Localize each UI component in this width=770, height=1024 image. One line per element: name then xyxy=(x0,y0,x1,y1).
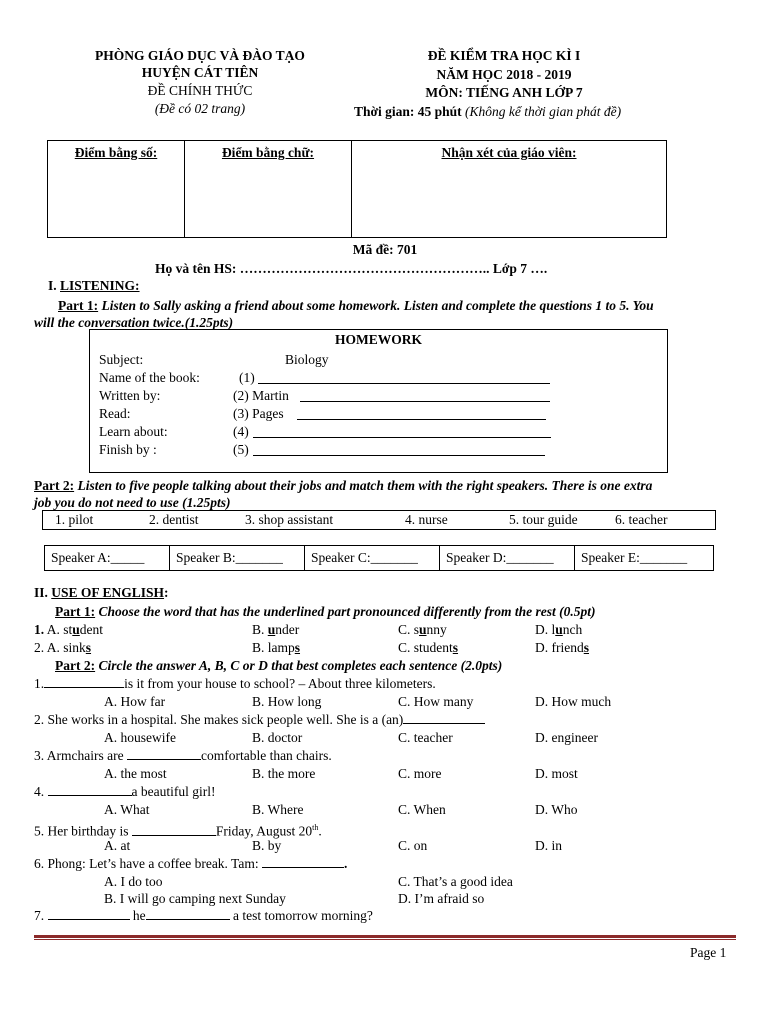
answer-blank[interactable] xyxy=(146,907,230,920)
speaker-d-cell[interactable]: Speaker D:_______ xyxy=(440,546,575,571)
exam-time xyxy=(354,104,621,120)
job-item: 5. tour guide xyxy=(509,512,578,527)
listening-part2-instruction xyxy=(34,477,652,494)
mcq-6-stem: 6. Phong: Let’s have a coffee break. Tam: . xyxy=(34,856,348,871)
pron-q1-c: C. sunny xyxy=(398,622,447,637)
opt-a-underline: u xyxy=(72,622,80,637)
footer-rule xyxy=(34,935,736,938)
mcq-7-stem: 7. he a test tomorrow morning? xyxy=(34,908,373,923)
answer-blank[interactable] xyxy=(48,907,130,920)
row-label: Subject: xyxy=(99,352,144,367)
mcq-option[interactable]: D. Who xyxy=(535,802,578,817)
homework-box xyxy=(89,329,668,473)
mcq-3-stem: 3. Armchairs are comfortable than chairs. xyxy=(34,748,332,763)
official-label: ĐỀ CHÍNH THỨC xyxy=(147,83,253,98)
mcq-option[interactable]: D. most xyxy=(535,766,578,781)
english-part2-instruction xyxy=(55,657,502,674)
time-label: Thời gian xyxy=(354,104,410,119)
mcq-option[interactable]: C. When xyxy=(398,802,446,817)
pron-q2-b: B. lamps xyxy=(252,640,301,655)
homework-row xyxy=(99,351,659,368)
q-num: 1. xyxy=(34,622,45,637)
mcq-1-stem: 1. is it from your house to school? – About three kilometers. xyxy=(34,676,436,691)
part-label: Part 2: xyxy=(34,478,75,493)
speakers-table xyxy=(44,545,714,571)
mcq-option[interactable]: A. housewife xyxy=(104,730,176,745)
mcq-option[interactable]: A. at xyxy=(104,838,131,853)
english-part1-instruction xyxy=(55,603,596,620)
answer-blank[interactable] xyxy=(403,711,485,724)
district-name: HUYỆN CÁT TIÊN xyxy=(141,65,259,80)
row-num: (2) Martin xyxy=(233,388,289,403)
mcq-option[interactable]: B. Where xyxy=(252,802,304,817)
student-name-line: Họ và tên HS: ……………………………………………….. Lớp 7 …. xyxy=(155,261,548,276)
part-label: Part 1: xyxy=(58,298,99,313)
homework-row xyxy=(99,387,659,404)
homework-title: HOMEWORK xyxy=(335,332,422,347)
mcq-option[interactable]: B. I will go camping next Sunday xyxy=(104,891,286,906)
teacher-comment-label: Nhận xét của giáo viên: xyxy=(441,145,577,160)
section-colon: : xyxy=(164,585,169,600)
speaker-a-cell[interactable]: Speaker A:_____ xyxy=(45,546,170,571)
homework-row xyxy=(99,405,659,422)
mcq-option[interactable]: C. on xyxy=(398,838,428,853)
mcq-option[interactable]: A. What xyxy=(104,802,150,817)
mcq-option[interactable]: B. the more xyxy=(252,766,316,781)
row-label: Finish by : xyxy=(99,442,157,457)
pron-q2-d: D. friends xyxy=(535,640,589,655)
page-count-note: (Đề có 02 trang) xyxy=(154,101,246,116)
part-label: Part 1: xyxy=(55,604,96,619)
answer-blank[interactable] xyxy=(297,405,546,420)
answer-blank[interactable] xyxy=(48,783,132,796)
score-words-label: Điểm bằng chữ: xyxy=(221,145,315,160)
mcq-option[interactable]: D. in xyxy=(535,838,562,853)
time-value: : 45 phút xyxy=(409,104,462,119)
mcq-option[interactable]: C. How many xyxy=(398,694,474,709)
exam-title: ĐỀ KIỂM TRA HỌC KÌ I xyxy=(427,48,581,63)
mcq-option[interactable]: C. more xyxy=(398,766,442,781)
score-number-label: Điểm bằng số: xyxy=(74,145,158,160)
row-label: Read: xyxy=(99,406,131,421)
mcq-option[interactable]: B. How long xyxy=(252,694,322,709)
row-label: Name of the book: xyxy=(99,370,200,385)
pron-q1-b: B. under xyxy=(252,622,300,637)
mcq-option[interactable]: D. engineer xyxy=(535,730,598,745)
department-name: PHÒNG GIÁO DỤC VÀ ĐÀO TẠO xyxy=(95,48,305,63)
answer-blank[interactable] xyxy=(127,747,201,760)
subject-title: MÔN: TIẾNG ANH LỚP 7 xyxy=(425,85,583,100)
jobs-list xyxy=(42,510,716,530)
mcq-option[interactable]: B. by xyxy=(252,838,282,853)
job-item: 1. pilot xyxy=(55,512,94,527)
mcq-4-stem: 4. a beautiful girl! xyxy=(34,784,216,799)
section-num: I. xyxy=(48,278,57,293)
footer-rule-thin xyxy=(34,939,736,940)
answer-blank[interactable] xyxy=(44,675,124,688)
answer-blank[interactable] xyxy=(253,441,545,456)
pron-q2: 2. A. sinks xyxy=(34,640,92,655)
exam-code: Mã đề: 701 xyxy=(352,242,418,257)
section-title: USE OF ENGLISH xyxy=(51,585,165,600)
score-table xyxy=(47,140,667,238)
section-num: II. xyxy=(34,585,48,600)
section-title: LISTENING: xyxy=(60,278,140,293)
listening-part2-instruction-cont: job you do not need to use (1.25pts) xyxy=(34,495,231,510)
listening-part1-instruction xyxy=(58,297,654,314)
listening-part1-instruction-cont: will the conversation twice.(1.25pts) xyxy=(34,315,234,330)
mcq-option[interactable]: A. How far xyxy=(104,694,166,709)
opt-a-rest: dent xyxy=(79,622,104,637)
speaker-e-cell[interactable]: Speaker E:_______ xyxy=(575,546,714,571)
pron-q1-d: D. lunch xyxy=(535,622,583,637)
row-num: (3) Pages xyxy=(233,406,284,421)
homework-row xyxy=(99,441,659,458)
job-item: 3. shop assistant xyxy=(245,512,334,527)
part-label: Part 2: xyxy=(55,658,96,673)
row-label: Learn about: xyxy=(99,424,168,439)
job-item: 2. dentist xyxy=(149,512,199,527)
row-label: Written by: xyxy=(99,388,161,403)
answer-blank[interactable] xyxy=(262,855,344,868)
pron-q2-c: C. students xyxy=(398,640,459,655)
homework-row xyxy=(99,423,659,440)
mcq-option[interactable]: D. How much xyxy=(535,694,612,709)
answer-blank[interactable] xyxy=(300,387,550,402)
school-year: NĂM HỌC 2018 - 2019 xyxy=(436,67,572,82)
mcq-option[interactable]: A. I do too xyxy=(104,874,163,889)
mcq-option[interactable]: D. I’m afraid so xyxy=(398,891,485,906)
time-note: (Không kể thời gian phát đề) xyxy=(465,104,622,119)
speaker-b-cell[interactable]: Speaker B:_______ xyxy=(170,546,305,571)
speaker-c-cell[interactable]: Speaker C:_______ xyxy=(305,546,440,571)
row-num: (4) xyxy=(233,424,249,439)
homework-row xyxy=(99,369,659,386)
mcq-option[interactable]: C. That’s a good idea xyxy=(398,874,513,889)
answer-blank[interactable] xyxy=(253,423,551,438)
part-text: Circle the answer A, B, C or D that best completes each sentence (2.0pts) xyxy=(98,658,503,673)
mcq-2-stem: 2. She works in a hospital. She makes sick people well. She is a (an) xyxy=(34,711,485,728)
section-use-of-english-title xyxy=(34,585,169,601)
q-num: 2. xyxy=(34,640,45,655)
page-number: Page 1 xyxy=(690,945,727,960)
part-text: Choose the word that has the underlined part pronounced differently from the rest (0.5pt) xyxy=(98,604,596,619)
job-item: 6. teacher xyxy=(615,512,668,527)
row-value: Biology xyxy=(285,352,329,367)
row-num: (1) xyxy=(239,370,255,385)
mcq-5-stem: 5. Her birthday is Friday, August 20th. xyxy=(34,823,322,839)
job-item: 4. nurse xyxy=(405,512,448,527)
row-num: (5) xyxy=(233,442,249,457)
part-text: Listen to Sally asking a friend about some homework. Listen and complete the questions 1 to 5. You xyxy=(101,298,654,313)
opt-a: A. st xyxy=(46,622,73,637)
mcq-option[interactable]: C. teacher xyxy=(398,730,453,745)
mcq-option[interactable]: B. doctor xyxy=(252,730,303,745)
pron-q1 xyxy=(34,621,103,638)
answer-blank[interactable] xyxy=(258,369,550,384)
answer-blank[interactable] xyxy=(132,823,216,836)
mcq-option[interactable]: A. the most xyxy=(104,766,167,781)
section-listening-title xyxy=(48,278,140,294)
part-text: Listen to five people talking about their jobs and match them with the right speakers. There is one extra xyxy=(77,478,653,493)
